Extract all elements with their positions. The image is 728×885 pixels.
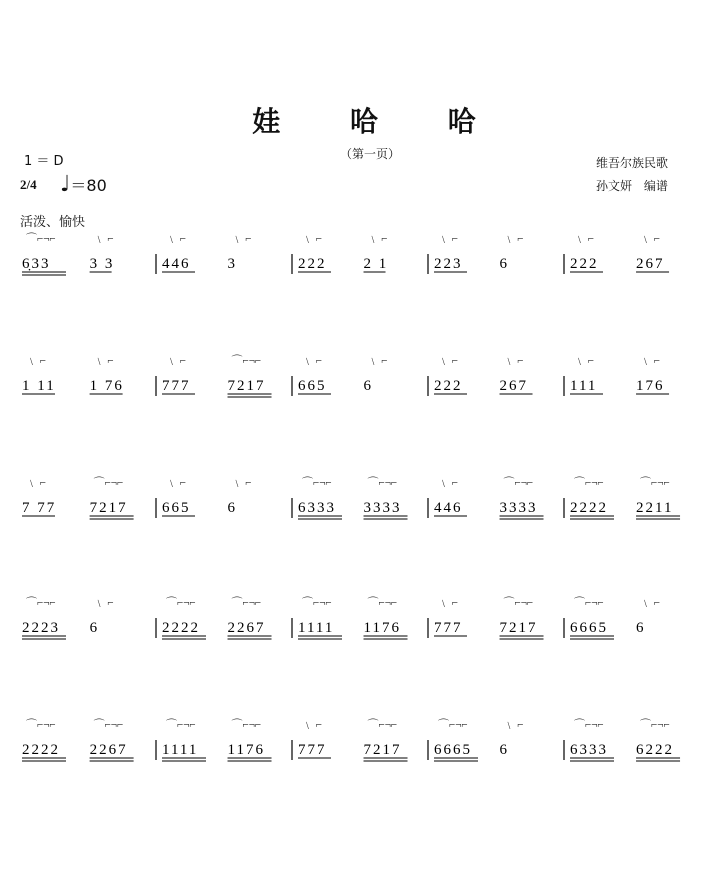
bowing-mark: ﹨ ⌐	[367, 233, 388, 245]
note-group: 6665	[434, 742, 472, 758]
arranger-credit: 孙文妍 编谱	[596, 179, 668, 193]
note-group: 223	[434, 256, 463, 272]
bowing-mark: ⌒⌐¬⌐	[231, 719, 262, 731]
note-group: 7217	[227, 378, 266, 394]
note-group: 6̣33	[22, 256, 51, 272]
bowing-mark: ﹨ ⌐	[503, 233, 524, 245]
note-group: 777	[434, 620, 463, 636]
note-group: 7217	[499, 620, 538, 636]
bowing-mark: ﹨ ⌐	[574, 355, 594, 367]
bowing-mark: ﹨ ⌐	[574, 233, 594, 245]
note-group: 1111	[162, 742, 199, 758]
note-group: 222	[298, 256, 327, 272]
note-group: 6333	[570, 742, 608, 758]
note-group: 267	[499, 378, 529, 394]
note-group: 2 1	[363, 256, 389, 272]
note-group: 2222	[162, 620, 200, 636]
note-group: 2267	[89, 742, 128, 758]
note-group: 1111	[298, 620, 335, 636]
bowing-mark: ⌒⌐¬⌐	[574, 477, 604, 489]
bowing-mark: ⌒⌐¬⌐	[367, 719, 398, 731]
note-group: 6222	[636, 742, 675, 758]
quarter-note-icon: ♩	[60, 172, 71, 197]
bowing-mark: ﹨ ⌐	[93, 233, 114, 245]
bowing-mark: ﹨ ⌐	[438, 597, 458, 609]
bowing-mark: ⌒⌐¬⌐	[503, 597, 534, 609]
page-indicator: （第一页）	[339, 147, 400, 161]
note-group: 2223	[22, 620, 60, 636]
bowing-mark: ﹨ ⌐	[166, 477, 186, 489]
bowing-mark: ⌒⌐¬⌐	[438, 719, 468, 731]
bowing-mark: ﹨ ⌐	[438, 355, 458, 367]
bowing-mark: ⌒⌐¬⌐	[302, 477, 332, 489]
song-origin: 维吾尔族民歌	[596, 156, 669, 170]
note-group: 3333	[363, 500, 402, 516]
note-group: 665	[162, 500, 191, 516]
bowing-mark: ﹨ ⌐	[93, 597, 114, 609]
bowing-mark: ⌒⌐¬⌐	[166, 597, 196, 609]
bowing-mark: ﹨ ⌐	[231, 233, 252, 245]
note-group: 6333	[298, 500, 336, 516]
bowing-mark: ﹨ ⌐	[640, 233, 661, 245]
score-title: 娃 哈 哈	[252, 105, 506, 138]
bowing-mark: ﹨ ⌐	[503, 719, 524, 731]
bowing-mark: ﹨ ⌐	[166, 355, 186, 367]
score-row	[22, 596, 660, 639]
bowing-mark: ⌒⌐¬⌐	[367, 477, 398, 489]
bowing-mark: ⌒⌐¬⌐	[574, 719, 604, 731]
bowing-mark: ⌒⌐¬⌐	[166, 719, 196, 731]
note-group: 6	[89, 620, 100, 636]
bowing-mark: ⌒⌐¬⌐	[640, 719, 670, 731]
bowing-mark: ﹨ ⌐	[302, 355, 322, 367]
note-group: 6665	[570, 620, 608, 636]
score-row	[22, 354, 669, 397]
note-group: 665	[298, 378, 327, 394]
note-group: 111	[570, 378, 598, 394]
note-group: 446	[434, 500, 463, 516]
bowing-mark: ﹨ ⌐	[26, 355, 46, 367]
note-group: 176	[636, 378, 665, 394]
bowing-mark: ⌒⌐¬⌐	[26, 597, 56, 609]
bowing-mark: ﹨ ⌐	[503, 355, 524, 367]
bowing-mark: ﹨ ⌐	[302, 233, 322, 245]
bowing-mark: ⌒⌐¬⌐	[93, 719, 124, 731]
bowing-mark: ⌒⌐¬⌐	[26, 719, 56, 731]
note-group: 1176	[227, 742, 265, 758]
note-group: 222	[570, 256, 599, 272]
note-group: 6	[363, 378, 374, 394]
bowing-mark: ﹨ ⌐	[367, 355, 388, 367]
note-group: 1 11	[22, 378, 56, 394]
bowing-mark: ﹨ ⌐	[166, 233, 186, 245]
bowing-mark: ﹨ ⌐	[640, 597, 661, 609]
key-signature: 1 ＝ D	[24, 154, 64, 169]
score-row	[22, 232, 669, 275]
note-group: 3	[227, 256, 238, 272]
bowing-mark: ⌒⌐¬⌐	[93, 477, 124, 489]
bowing-mark: ﹨ ⌐	[640, 355, 661, 367]
note-group: 1176	[363, 620, 401, 636]
note-group: 3333	[499, 500, 538, 516]
bowing-mark: ﹨ ⌐	[438, 477, 458, 489]
bowing-mark: ⌒⌐¬⌐	[302, 597, 332, 609]
score-row	[22, 476, 680, 519]
bowing-mark: ⌒⌐¬⌐	[26, 233, 56, 245]
note-group: 6	[227, 500, 238, 516]
time-signature: 2/4	[20, 177, 37, 192]
note-group: 6	[499, 742, 510, 758]
note-group: 2211	[636, 500, 674, 516]
note-group: 7 77	[22, 500, 57, 516]
score-row	[22, 718, 680, 761]
expression-marking: 活泼、愉快	[20, 215, 86, 230]
note-group: 222	[434, 378, 463, 394]
note-group: 1 76	[89, 378, 124, 394]
note-group: 6	[499, 256, 510, 272]
bowing-mark: ⌒⌐¬⌐	[503, 477, 534, 489]
note-group: 6	[636, 620, 646, 636]
note-group: 777	[298, 742, 327, 758]
bowing-mark: ⌒⌐¬⌐	[574, 597, 604, 609]
note-group: 267	[636, 256, 665, 272]
bowing-mark: ﹨ ⌐	[438, 233, 458, 245]
note-group: 446	[162, 256, 191, 272]
bowing-mark: ﹨ ⌐	[302, 719, 322, 731]
bowing-mark: ﹨ ⌐	[26, 477, 46, 489]
note-group: 2222	[570, 500, 608, 516]
note-group: 3 3	[89, 256, 115, 272]
tempo-value: ＝80	[70, 176, 107, 195]
note-group: 7217	[363, 742, 402, 758]
bowing-mark: ⌒⌐¬⌐	[367, 597, 398, 609]
note-group: 7217	[89, 500, 128, 516]
bowing-mark: ⌒⌐¬⌐	[231, 597, 262, 609]
bowing-mark: ﹨ ⌐	[231, 477, 252, 489]
note-group: 777	[162, 378, 191, 394]
note-group: 2222	[22, 742, 60, 758]
bowing-mark: ⌒⌐¬⌐	[640, 477, 670, 489]
note-group: 2267	[227, 620, 266, 636]
bowing-mark: ⌒⌐¬⌐	[231, 355, 262, 367]
bowing-mark: ﹨ ⌐	[93, 355, 114, 367]
